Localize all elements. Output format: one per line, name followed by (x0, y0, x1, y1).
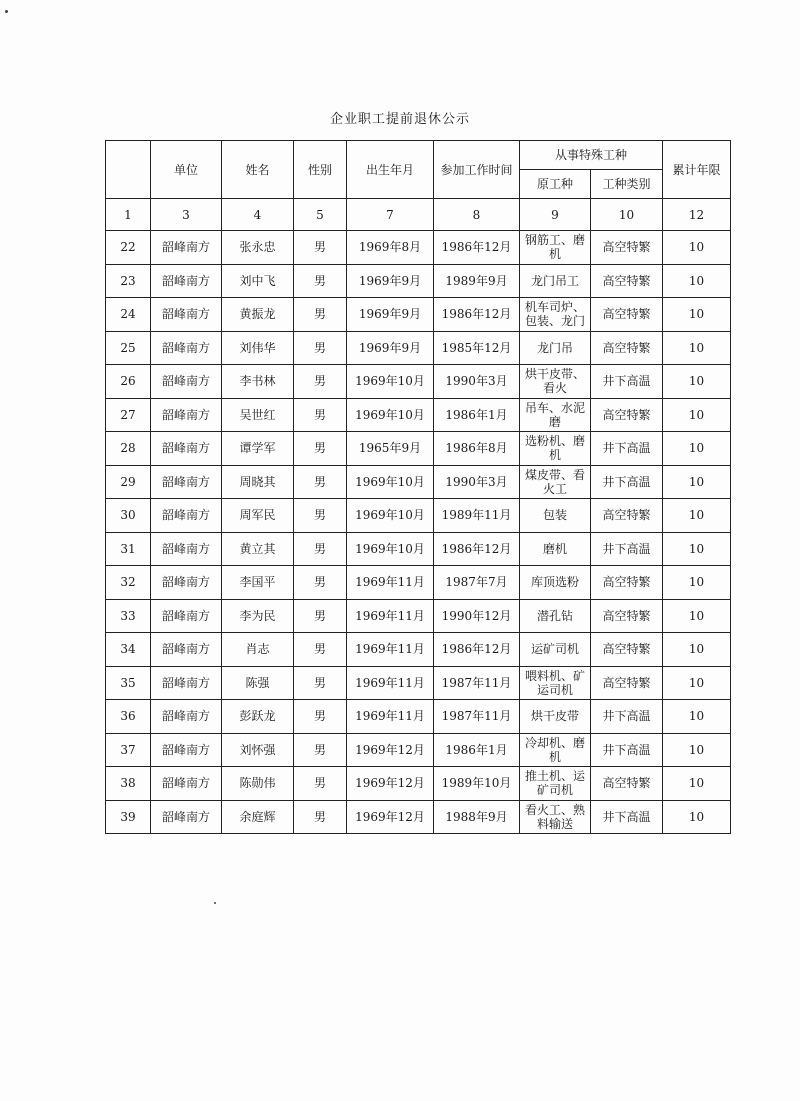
table-row (106, 532, 731, 566)
header-birth: 出生年月 (347, 141, 434, 199)
job-type-cell: 高空特繁 (591, 666, 663, 700)
orig-job-text: 喂料机、矿运司机 (524, 668, 585, 697)
unit-cell: 韶峰南方 (151, 231, 222, 265)
column-number: 9 (520, 199, 591, 231)
name-cell: 李为民 (222, 599, 294, 633)
years-cell: 10 (663, 298, 731, 332)
column-number-row (106, 199, 731, 231)
retirement-table (105, 140, 731, 834)
table-row (106, 432, 731, 466)
name-cell: 陈勋伟 (222, 767, 294, 801)
row-number: 33 (106, 599, 151, 633)
table-body (106, 231, 731, 834)
orig-job-cell (520, 733, 591, 767)
years-cell: 10 (663, 331, 731, 365)
birth-cell: 1969年11月 (347, 566, 434, 600)
unit-cell: 韶峰南方 (151, 432, 222, 466)
years-cell: 10 (663, 767, 731, 801)
name-cell: 彭跃龙 (222, 700, 294, 734)
row-number: 32 (106, 566, 151, 600)
name-cell: 余庭辉 (222, 800, 294, 834)
table-row (106, 499, 731, 533)
orig-job-text: 库顶选粉 (530, 575, 579, 590)
orig-job-cell (520, 700, 591, 734)
table-row (106, 666, 731, 700)
orig-job-cell (520, 264, 591, 298)
header-special-job: 从事特殊工种 (520, 141, 663, 170)
table-row (106, 398, 731, 432)
orig-job-text: 钢筋工、磨机 (524, 233, 585, 262)
header-years: 累计年限 (663, 141, 731, 199)
gender-cell: 男 (294, 365, 347, 399)
header-name: 姓名 (222, 141, 294, 199)
row-number: 38 (106, 767, 151, 801)
years-cell: 10 (663, 532, 731, 566)
work-start-cell: 1985年12月 (434, 331, 520, 365)
unit-cell: 韶峰南方 (151, 700, 222, 734)
job-type-cell: 高空特繁 (591, 599, 663, 633)
work-start-cell: 1987年11月 (434, 700, 520, 734)
orig-job-cell (520, 465, 591, 499)
gender-cell: 男 (294, 264, 347, 298)
unit-cell: 韶峰南方 (151, 733, 222, 767)
orig-job-cell (520, 365, 591, 399)
job-type-cell: 高空特繁 (591, 398, 663, 432)
orig-job-text: 运矿司机 (530, 642, 579, 657)
gender-cell: 男 (294, 298, 347, 332)
table-row (106, 231, 731, 265)
gender-cell: 男 (294, 432, 347, 466)
row-number: 26 (106, 365, 151, 399)
birth-cell: 1969年8月 (347, 231, 434, 265)
column-number: 1 (106, 199, 151, 231)
job-type-cell: 井下高温 (591, 365, 663, 399)
orig-job-text: 冷却机、磨机 (524, 735, 585, 764)
unit-cell: 韶峰南方 (151, 767, 222, 801)
job-type-cell: 井下高温 (591, 532, 663, 566)
birth-cell: 1969年10月 (347, 465, 434, 499)
job-type-cell: 高空特繁 (591, 499, 663, 533)
work-start-cell: 1986年1月 (434, 398, 520, 432)
table-row (106, 331, 731, 365)
name-cell: 吴世红 (222, 398, 294, 432)
birth-cell: 1969年11月 (347, 666, 434, 700)
work-start-cell: 1990年3月 (434, 365, 520, 399)
table-row (106, 599, 731, 633)
table-row (106, 465, 731, 499)
unit-cell: 韶峰南方 (151, 532, 222, 566)
gender-cell: 男 (294, 566, 347, 600)
years-cell: 10 (663, 398, 731, 432)
unit-cell: 韶峰南方 (151, 331, 222, 365)
gender-cell: 男 (294, 800, 347, 834)
header-job-type: 工种类别 (591, 170, 663, 199)
job-type-cell: 高空特繁 (591, 331, 663, 365)
unit-cell: 韶峰南方 (151, 365, 222, 399)
birth-cell: 1969年11月 (347, 633, 434, 667)
job-type-cell: 高空特繁 (591, 231, 663, 265)
orig-job-text: 龙门吊工 (530, 273, 579, 288)
work-start-cell: 1989年11月 (434, 499, 520, 533)
work-start-cell: 1988年9月 (434, 800, 520, 834)
header-unit: 单位 (151, 141, 222, 199)
name-cell: 陈强 (222, 666, 294, 700)
years-cell: 10 (663, 633, 731, 667)
birth-cell: 1965年9月 (347, 432, 434, 466)
column-number: 12 (663, 199, 731, 231)
row-number: 27 (106, 398, 151, 432)
birth-cell: 1969年12月 (347, 767, 434, 801)
unit-cell: 韶峰南方 (151, 633, 222, 667)
header-row (106, 141, 731, 170)
job-type-cell: 井下高温 (591, 800, 663, 834)
unit-cell: 韶峰南方 (151, 398, 222, 432)
name-cell: 周晓其 (222, 465, 294, 499)
column-number: 10 (591, 199, 663, 231)
column-number: 3 (151, 199, 222, 231)
work-start-cell: 1986年12月 (434, 633, 520, 667)
name-cell: 谭学军 (222, 432, 294, 466)
orig-job-text: 机车司炉、包装、龙门 (524, 300, 585, 329)
years-cell: 10 (663, 432, 731, 466)
name-cell: 刘中飞 (222, 264, 294, 298)
orig-job-text: 烘干皮带、看火 (524, 367, 585, 396)
orig-job-cell (520, 398, 591, 432)
row-number: 23 (106, 264, 151, 298)
header-orig-job: 原工种 (520, 170, 591, 199)
column-number: 4 (222, 199, 294, 231)
years-cell: 10 (663, 800, 731, 834)
name-cell: 李书林 (222, 365, 294, 399)
row-number: 28 (106, 432, 151, 466)
row-number: 22 (106, 231, 151, 265)
scan-speck (5, 10, 8, 13)
name-cell: 李国平 (222, 566, 294, 600)
work-start-cell: 1986年12月 (434, 231, 520, 265)
gender-cell: 男 (294, 666, 347, 700)
row-number: 24 (106, 298, 151, 332)
job-type-cell: 井下高温 (591, 465, 663, 499)
work-start-cell: 1986年1月 (434, 733, 520, 767)
header-index (106, 141, 151, 199)
gender-cell: 男 (294, 331, 347, 365)
orig-job-cell (520, 298, 591, 332)
work-start-cell: 1990年12月 (434, 599, 520, 633)
orig-job-text: 磨机 (542, 541, 567, 556)
job-type-cell: 井下高温 (591, 733, 663, 767)
work-start-cell: 1989年9月 (434, 264, 520, 298)
table-row (106, 733, 731, 767)
birth-cell: 1969年11月 (347, 599, 434, 633)
work-start-cell: 1987年11月 (434, 666, 520, 700)
orig-job-cell (520, 331, 591, 365)
unit-cell: 韶峰南方 (151, 298, 222, 332)
row-number: 39 (106, 800, 151, 834)
birth-cell: 1969年10月 (347, 499, 434, 533)
table-row (106, 566, 731, 600)
table-row (106, 264, 731, 298)
job-type-cell: 井下高温 (591, 432, 663, 466)
gender-cell: 男 (294, 398, 347, 432)
orig-job-text: 吊车、水泥磨 (524, 400, 585, 429)
years-cell: 10 (663, 264, 731, 298)
years-cell: 10 (663, 733, 731, 767)
orig-job-text: 推土机、运矿司机 (524, 769, 585, 798)
orig-job-text: 选粉机、磨机 (524, 434, 585, 463)
header-work-start: 参加工作时间 (434, 141, 520, 199)
gender-cell: 男 (294, 231, 347, 265)
orig-job-text: 煤皮带、看火工 (524, 467, 585, 496)
table-row (106, 365, 731, 399)
unit-cell: 韶峰南方 (151, 666, 222, 700)
birth-cell: 1969年10月 (347, 532, 434, 566)
unit-cell: 韶峰南方 (151, 465, 222, 499)
gender-cell: 男 (294, 499, 347, 533)
name-cell: 黄振龙 (222, 298, 294, 332)
unit-cell: 韶峰南方 (151, 566, 222, 600)
table-row (106, 298, 731, 332)
job-type-cell: 井下高温 (591, 700, 663, 734)
gender-cell: 男 (294, 733, 347, 767)
job-type-cell: 高空特繁 (591, 264, 663, 298)
gender-cell: 男 (294, 599, 347, 633)
row-number: 29 (106, 465, 151, 499)
job-type-cell: 高空特繁 (591, 633, 663, 667)
job-type-cell: 高空特繁 (591, 566, 663, 600)
unit-cell: 韶峰南方 (151, 599, 222, 633)
orig-job-cell (520, 767, 591, 801)
table-row (106, 700, 731, 734)
row-number: 37 (106, 733, 151, 767)
row-number: 36 (106, 700, 151, 734)
orig-job-cell (520, 231, 591, 265)
work-start-cell: 1986年12月 (434, 298, 520, 332)
birth-cell: 1969年9月 (347, 264, 434, 298)
column-number: 5 (294, 199, 347, 231)
row-number: 35 (106, 666, 151, 700)
unit-cell: 韶峰南方 (151, 264, 222, 298)
orig-job-text: 龙门吊 (536, 340, 573, 355)
work-start-cell: 1987年7月 (434, 566, 520, 600)
work-start-cell: 1989年10月 (434, 767, 520, 801)
table-row (106, 633, 731, 667)
gender-cell: 男 (294, 532, 347, 566)
row-number: 34 (106, 633, 151, 667)
birth-cell: 1969年11月 (347, 700, 434, 734)
birth-cell: 1969年9月 (347, 298, 434, 332)
gender-cell: 男 (294, 700, 347, 734)
orig-job-text: 看火工、熟料输送 (524, 802, 585, 831)
birth-cell: 1969年12月 (347, 800, 434, 834)
name-cell: 刘怀强 (222, 733, 294, 767)
orig-job-cell (520, 800, 591, 834)
years-cell: 10 (663, 566, 731, 600)
orig-job-cell (520, 566, 591, 600)
name-cell: 肖志 (222, 633, 294, 667)
years-cell: 10 (663, 700, 731, 734)
scan-speck (214, 902, 216, 904)
orig-job-cell (520, 432, 591, 466)
birth-cell: 1969年10月 (347, 398, 434, 432)
years-cell: 10 (663, 499, 731, 533)
job-type-cell: 高空特繁 (591, 298, 663, 332)
years-cell: 10 (663, 666, 731, 700)
header-gender: 性别 (294, 141, 347, 199)
table-row (106, 767, 731, 801)
orig-job-text: 烘干皮带 (530, 709, 579, 724)
orig-job-cell (520, 599, 591, 633)
orig-job-cell (520, 666, 591, 700)
name-cell: 张永忠 (222, 231, 294, 265)
unit-cell: 韶峰南方 (151, 499, 222, 533)
birth-cell: 1969年12月 (347, 733, 434, 767)
work-start-cell: 1990年3月 (434, 465, 520, 499)
column-number: 7 (347, 199, 434, 231)
orig-job-cell (520, 532, 591, 566)
orig-job-cell (520, 633, 591, 667)
gender-cell: 男 (294, 633, 347, 667)
unit-cell: 韶峰南方 (151, 800, 222, 834)
page-title: 企业职工提前退休公示 (329, 112, 470, 127)
orig-job-text: 潜孔钻 (536, 608, 573, 623)
row-number: 30 (106, 499, 151, 533)
work-start-cell: 1986年8月 (434, 432, 520, 466)
orig-job-cell (520, 499, 591, 533)
row-number: 25 (106, 331, 151, 365)
row-number: 31 (106, 532, 151, 566)
gender-cell: 男 (294, 767, 347, 801)
job-type-cell: 高空特繁 (591, 767, 663, 801)
years-cell: 10 (663, 365, 731, 399)
name-cell: 周军民 (222, 499, 294, 533)
years-cell: 10 (663, 231, 731, 265)
years-cell: 10 (663, 599, 731, 633)
column-number: 8 (434, 199, 520, 231)
orig-job-text: 包装 (542, 508, 567, 523)
work-start-cell: 1986年12月 (434, 532, 520, 566)
table-row (106, 800, 731, 834)
years-cell: 10 (663, 465, 731, 499)
gender-cell: 男 (294, 465, 347, 499)
name-cell: 刘伟华 (222, 331, 294, 365)
birth-cell: 1969年9月 (347, 331, 434, 365)
birth-cell: 1969年10月 (347, 365, 434, 399)
name-cell: 黄立其 (222, 532, 294, 566)
